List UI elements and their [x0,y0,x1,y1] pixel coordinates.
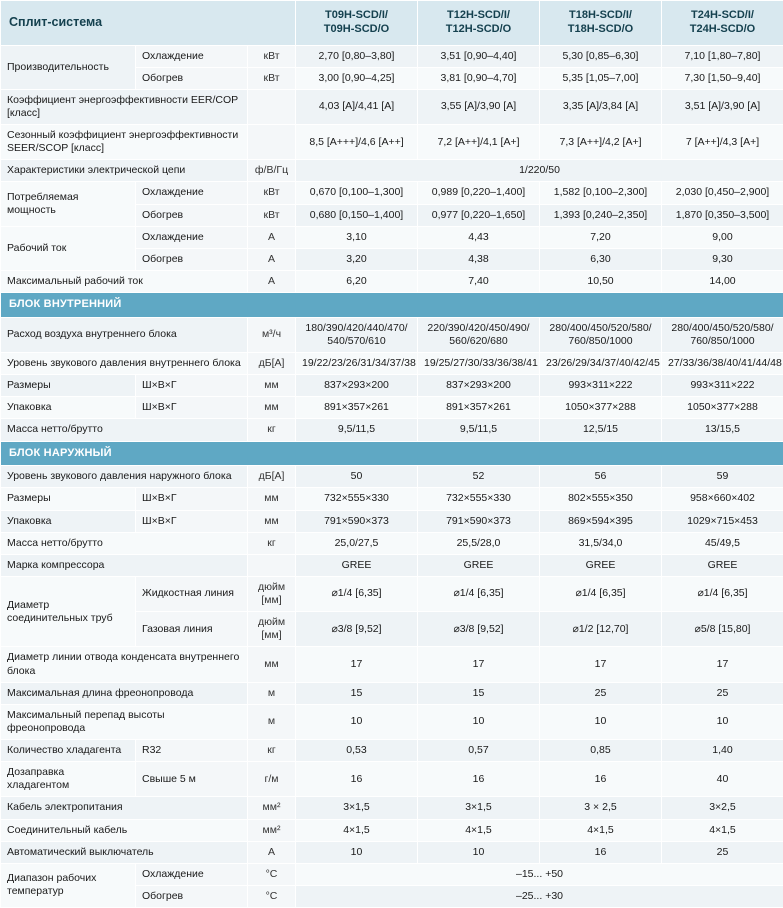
table-row [1,317,783,352]
row-unit: А [248,270,296,292]
row-unit: °C [248,885,296,907]
row-value-merged: –25... +30 [296,885,783,907]
row-value-1: 8,5 [A+++]/4,6 [A++] [296,125,418,160]
table-row [1,762,783,797]
row-value-3: 3 × 2,5 [540,797,662,819]
row-unit: кВт [248,204,296,226]
row-value-3: ⌀1/2 [12,70] [540,612,662,647]
row-value-4: 3,51 [A]/3,90 [A] [662,89,783,124]
row-unit [248,89,296,124]
row-sublabel: Обогрев [136,67,248,89]
row-value-3: 993×311×222 [540,375,662,397]
row-unit: м [248,682,296,704]
row-unit: кг [248,419,296,441]
row-value-3: 280/400/450/520/580/ 760/850/1000 [540,317,662,352]
row-value-2: 7,40 [418,270,540,292]
row-value-1: 19/22/23/26/31/34/37/38 [296,353,418,375]
row-sublabel: Ш×В×Г [136,488,248,510]
row-value-4: 40 [662,762,783,797]
row-value-1: 10 [296,841,418,863]
row-value-3: 23/26/29/34/37/40/42/45 [540,353,662,375]
row-sublabel: Охлаждение [136,45,248,67]
row-value-1: 3,10 [296,226,418,248]
row-value-2: 15 [418,682,540,704]
row-sublabel: Охлаждение [136,182,248,204]
row-unit: кВт [248,45,296,67]
table-row [1,532,783,554]
row-value-2: 4,43 [418,226,540,248]
table-row [1,125,783,160]
row-unit: кВт [248,182,296,204]
row-value-2: 4,38 [418,248,540,270]
model-header-3: T18H-SCD/I/ T18H-SCD/O [540,1,662,46]
row-value-1: 891×357×261 [296,397,418,419]
row-value-4: 4×1,5 [662,819,783,841]
row-value-4: 1,40 [662,740,783,762]
row-value-4: 7,30 [1,50–9,40] [662,67,783,89]
row-sublabel: Жидкостная линия [136,576,248,611]
row-unit [248,125,296,160]
row-value-2: 10 [418,841,540,863]
row-value-2: 3×1,5 [418,797,540,819]
row-value-4: 1,870 [0,350–3,500] [662,204,783,226]
section-title-outdoor: БЛОК НАРУЖНЫЙ [1,441,783,466]
row-value-1: 180/390/420/440/470/ 540/570/610 [296,317,418,352]
row-value-2: 837×293×200 [418,375,540,397]
row-value-merged: –15... +50 [296,863,783,885]
row-value-4: 1050×377×288 [662,397,783,419]
row-value-1: 791×590×373 [296,510,418,532]
row-value-1: 6,20 [296,270,418,292]
row-unit: ф/В/Гц [248,160,296,182]
row-value-3: 16 [540,841,662,863]
row-label: Масса нетто/брутто [1,532,248,554]
row-label: Диаметр соединительных труб [1,576,136,647]
row-label: Производительность [1,45,136,89]
table-row [1,419,783,441]
row-value-4: ⌀5/8 [15,80] [662,612,783,647]
row-value-1: 50 [296,466,418,488]
row-value-4: 1029×715×453 [662,510,783,532]
table-row [1,554,783,576]
table-row [1,576,783,611]
row-unit: кг [248,740,296,762]
row-unit: м [248,704,296,739]
row-value-1: 25,0/27,5 [296,532,418,554]
table-row [1,397,783,419]
row-value-2: 0,57 [418,740,540,762]
row-sublabel: Свыше 5 м [136,762,248,797]
table-body [1,1,783,908]
table-row [1,270,783,292]
model-header-1: T09H-SCD/I/ T09H-SCD/O [296,1,418,46]
row-label: Характеристики электрической цепи [1,160,248,182]
table-row [1,45,783,67]
row-value-3: 25 [540,682,662,704]
row-value-2: 891×357×261 [418,397,540,419]
row-unit: А [248,226,296,248]
row-unit: кг [248,532,296,554]
row-value-4: 280/400/450/520/580/ 760/850/1000 [662,317,783,352]
row-value-2: 3,81 [0,90–4,70] [418,67,540,89]
row-label: Диапазон рабочих температур [1,863,136,907]
row-unit: дБ[A] [248,353,296,375]
row-label: Количество хладагента [1,740,136,762]
row-value-3: 10,50 [540,270,662,292]
row-unit: мм² [248,819,296,841]
table-row [1,740,783,762]
row-label: Диаметр линии отвода конденсата внутреннего блока [1,647,248,682]
row-value-2: 17 [418,647,540,682]
section-header [1,441,783,466]
section-title-indoor: БЛОК ВНУТРЕННИЙ [1,293,783,318]
row-label: Масса нетто/брутто [1,419,248,441]
row-value-1: 3×1,5 [296,797,418,819]
row-value-3: 1,582 [0,100–2,300] [540,182,662,204]
row-value-3: 802×555×350 [540,488,662,510]
row-value-3: 7,20 [540,226,662,248]
row-value-4: 25 [662,841,783,863]
row-value-2: 3,55 [A]/3,90 [A] [418,89,540,124]
row-sublabel: Ш×В×Г [136,510,248,532]
row-value-2: GREE [418,554,540,576]
row-unit: мм [248,375,296,397]
row-value-1: 0,680 [0,150–1,400] [296,204,418,226]
row-value-3: 0,85 [540,740,662,762]
row-value-2: 52 [418,466,540,488]
row-sublabel: Охлаждение [136,226,248,248]
row-sublabel: Обогрев [136,204,248,226]
table-row [1,510,783,532]
row-value-2: ⌀1/4 [6,35] [418,576,540,611]
row-unit: дюйм [мм] [248,576,296,611]
row-unit: мм [248,397,296,419]
row-value-4: 10 [662,704,783,739]
row-value-1: 3,00 [0,90–4,25] [296,67,418,89]
row-value-1: 837×293×200 [296,375,418,397]
row-value-3: 7,3 [A++]/4,2 [A+] [540,125,662,160]
row-value-2: 9,5/11,5 [418,419,540,441]
row-label: Марка компрессора [1,554,248,576]
row-value-2: 19/25/27/30/33/36/38/41 [418,353,540,375]
row-value-3: 5,30 [0,85–6,30] [540,45,662,67]
row-label: Максимальная длина фреонопровода [1,682,248,704]
row-value-4: 3×2,5 [662,797,783,819]
table-row [1,226,783,248]
row-value-4: 27/33/36/38/40/41/44/48 [662,353,783,375]
row-value-2: 220/390/420/450/490/ 560/620/680 [418,317,540,352]
row-value-3: 3,35 [A]/3,84 [A] [540,89,662,124]
row-label: Соединительный кабель [1,819,248,841]
row-label: Автоматический выключатель [1,841,248,863]
row-unit: дБ[A] [248,466,296,488]
row-value-3: 12,5/15 [540,419,662,441]
row-value-2: 10 [418,704,540,739]
table-row [1,841,783,863]
table-row [1,704,783,739]
row-label: Рабочий ток [1,226,136,270]
row-unit: дюйм [мм] [248,612,296,647]
row-label: Дозаправка хладагентом [1,762,136,797]
row-value-3: 16 [540,762,662,797]
row-value-4: 7 [A++]/4,3 [A+] [662,125,783,160]
row-value-4: 9,30 [662,248,783,270]
row-value-3: 1050×377×288 [540,397,662,419]
row-value-1: 4×1,5 [296,819,418,841]
table-row [1,797,783,819]
row-value-1: ⌀1/4 [6,35] [296,576,418,611]
row-value-1: 16 [296,762,418,797]
row-value-3: ⌀1/4 [6,35] [540,576,662,611]
row-value-2: ⌀3/8 [9,52] [418,612,540,647]
table-row [1,182,783,204]
row-value-1: 4,03 [A]/4,41 [A] [296,89,418,124]
table-row [1,682,783,704]
row-value-4: 25 [662,682,783,704]
table-row [1,488,783,510]
row-value-3: 56 [540,466,662,488]
table-row [1,819,783,841]
row-label: Размеры [1,488,136,510]
row-value-2: 732×555×330 [418,488,540,510]
row-sublabel: Газовая линия [136,612,248,647]
row-sublabel: R32 [136,740,248,762]
row-value-2: 3,51 [0,90–4,40] [418,45,540,67]
row-value-1: 15 [296,682,418,704]
row-label: Сезонный коэффициент энергоэффективности SEER/SCOP [класс] [1,125,248,160]
table-row [1,466,783,488]
row-value-4: GREE [662,554,783,576]
row-value-3: 4×1,5 [540,819,662,841]
row-value-2: 791×590×373 [418,510,540,532]
row-value-1: 17 [296,647,418,682]
row-value-4: 993×311×222 [662,375,783,397]
row-value-1: 0,53 [296,740,418,762]
row-label: Расход воздуха внутреннего блока [1,317,248,352]
row-value-4: 958×660×402 [662,488,783,510]
row-value-3: 17 [540,647,662,682]
row-value-1: 2,70 [0,80–3,80] [296,45,418,67]
table-row [1,647,783,682]
row-value-merged: 1/220/50 [296,160,783,182]
section-header [1,293,783,318]
row-value-2: 0,989 [0,220–1,400] [418,182,540,204]
row-label: Максимальный перепад высоты фреонопровода [1,704,248,739]
row-value-3: 31,5/34,0 [540,532,662,554]
row-value-4: 7,10 [1,80–7,80] [662,45,783,67]
row-value-3: GREE [540,554,662,576]
row-value-2: 16 [418,762,540,797]
row-value-4: 2,030 [0,450–2,900] [662,182,783,204]
table-row [1,160,783,182]
row-unit: мм² [248,797,296,819]
row-value-1: 3,20 [296,248,418,270]
page-title: Сплит-система [1,1,296,46]
row-unit: м³/ч [248,317,296,352]
row-value-2: 25,5/28,0 [418,532,540,554]
row-label: Коэффициент энергоэффективности EER/COP [класс] [1,89,248,124]
table-row [1,863,783,885]
row-value-4: 14,00 [662,270,783,292]
row-label: Уровень звукового давления наружного блока [1,466,248,488]
row-value-1: 9,5/11,5 [296,419,418,441]
row-label: Максимальный рабочий ток [1,270,248,292]
row-unit: А [248,248,296,270]
row-sublabel: Ш×В×Г [136,397,248,419]
row-label: Кабель электропитания [1,797,248,819]
table-row [1,353,783,375]
row-unit: мм [248,488,296,510]
row-sublabel: Ш×В×Г [136,375,248,397]
row-value-3: 10 [540,704,662,739]
row-sublabel: Охлаждение [136,863,248,885]
row-unit [248,554,296,576]
row-value-4: 13/15,5 [662,419,783,441]
row-value-2: 7,2 [A++]/4,1 [A+] [418,125,540,160]
row-value-3: 1,393 [0,240–2,350] [540,204,662,226]
row-value-3: 869×594×395 [540,510,662,532]
row-sublabel: Обогрев [136,248,248,270]
table-header-row [1,1,783,46]
row-unit: г/м [248,762,296,797]
row-value-2: 0,977 [0,220–1,650] [418,204,540,226]
row-unit: °C [248,863,296,885]
row-label: Упаковка [1,397,136,419]
row-value-4: 59 [662,466,783,488]
row-sublabel: Обогрев [136,885,248,907]
row-value-1: 732×555×330 [296,488,418,510]
row-value-4: 45/49,5 [662,532,783,554]
row-value-4: 17 [662,647,783,682]
row-label: Упаковка [1,510,136,532]
row-unit: А [248,841,296,863]
row-label: Потребляемая мощность [1,182,136,226]
row-unit: мм [248,647,296,682]
row-value-2: 4×1,5 [418,819,540,841]
row-value-1: GREE [296,554,418,576]
model-header-4: T24H-SCD/I/ T24H-SCD/O [662,1,783,46]
row-value-3: 5,35 [1,05–7,00] [540,67,662,89]
row-value-1: 10 [296,704,418,739]
row-value-1: 0,670 [0,100–1,300] [296,182,418,204]
row-unit: мм [248,510,296,532]
model-header-2: T12H-SCD/I/ T12H-SCD/O [418,1,540,46]
row-value-1: ⌀3/8 [9,52] [296,612,418,647]
row-value-4: ⌀1/4 [6,35] [662,576,783,611]
row-label: Уровень звукового давления внутреннего блока [1,353,248,375]
row-value-4: 9,00 [662,226,783,248]
table-row [1,89,783,124]
table-row [1,375,783,397]
row-label: Размеры [1,375,136,397]
row-value-3: 6,30 [540,248,662,270]
row-unit: кВт [248,67,296,89]
